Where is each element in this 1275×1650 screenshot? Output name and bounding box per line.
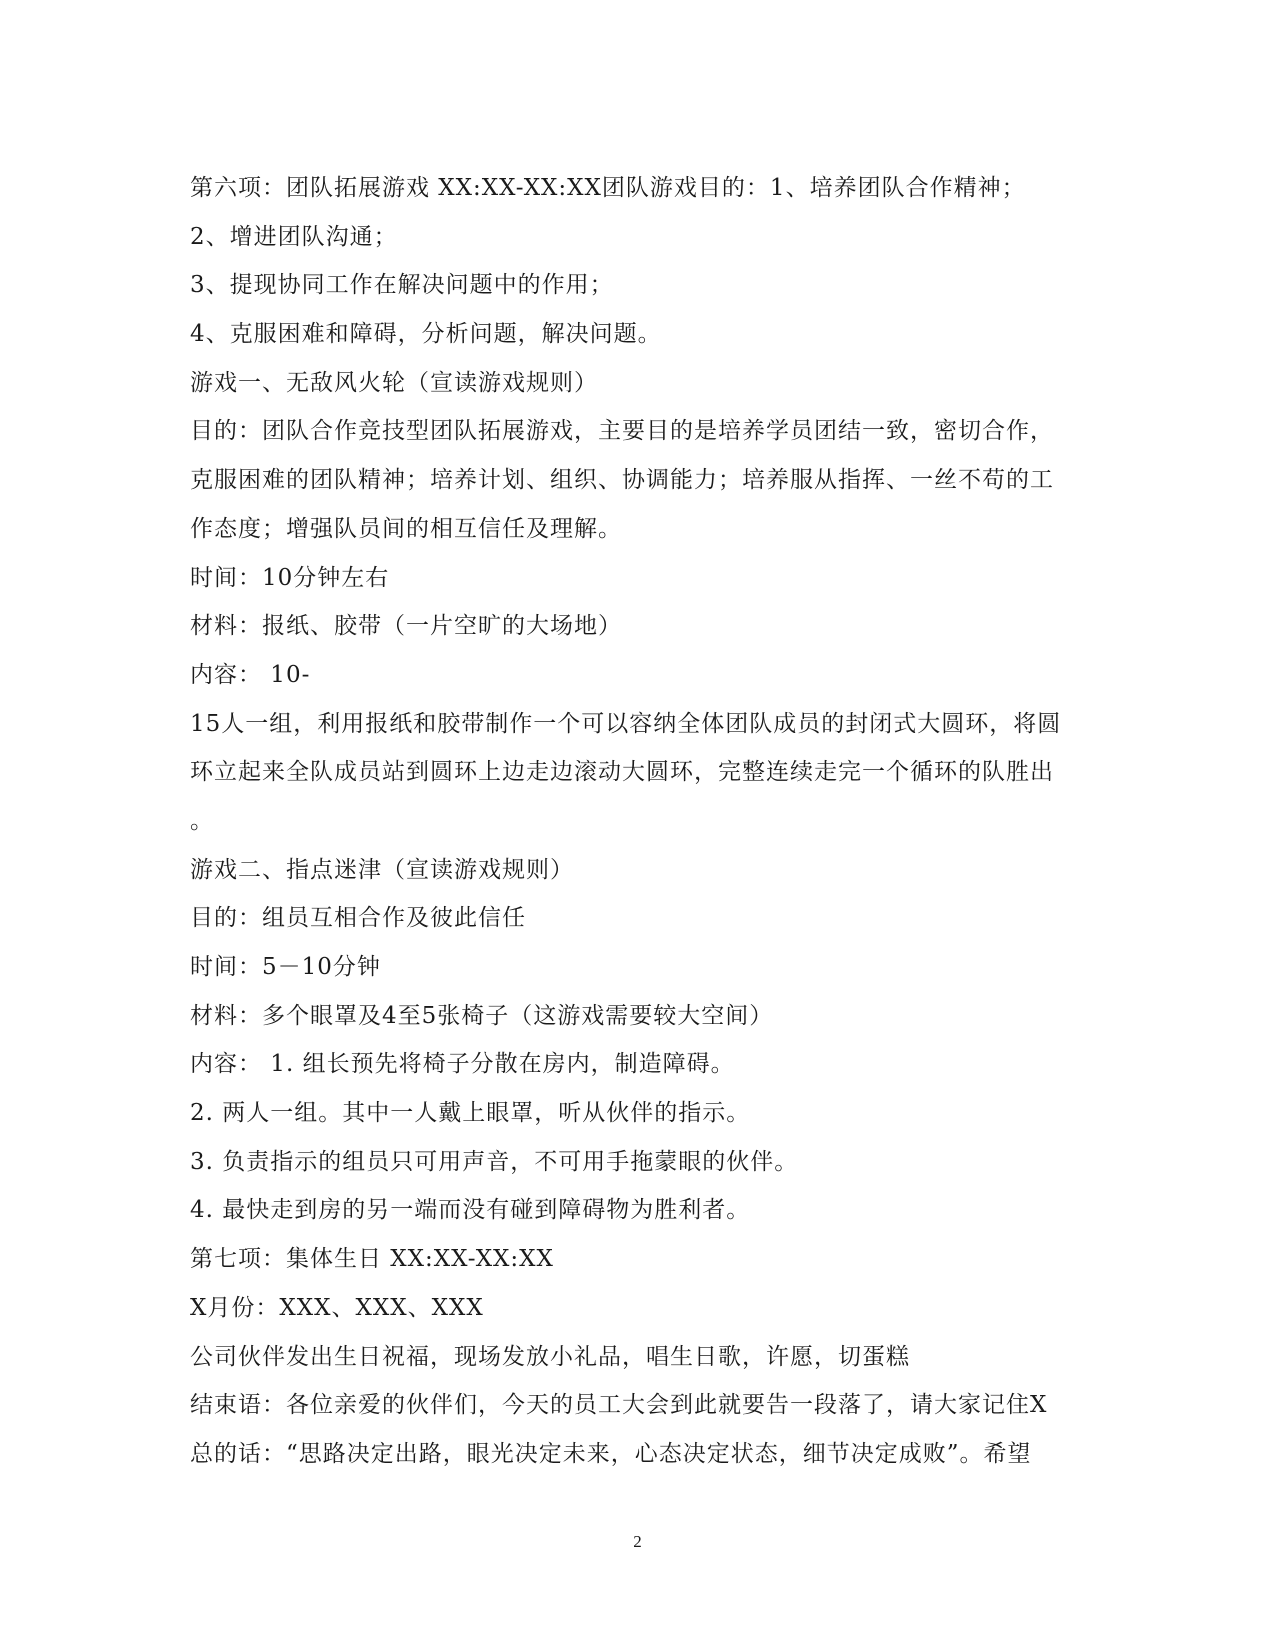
text-line: 材料：报纸、胶带（一片空旷的大场地） <box>190 613 622 640</box>
text-line: 总的话：“思路决定出路，眼光决定未来，心态决定状态，细节决定成败”。希望 <box>190 1440 1032 1467</box>
text-line: 4. 最快走到房的另一端而没有碰到障碍物为胜利者。 <box>190 1197 751 1224</box>
text-line: 3. 负责指示的组员只可用声音，不可用手拖蒙眼的伙伴。 <box>190 1148 799 1175</box>
text-line: 。 <box>190 807 214 834</box>
text-line: 克服困难的团队精神；培养计划、组织、协调能力；培养服从指挥、一丝不苟的工 <box>190 467 1054 494</box>
text-line: 2. 两人一组。其中一人戴上眼罩，听从伙伴的指示。 <box>190 1100 751 1127</box>
text-line: 内容： 1. 组长预先将椅子分散在房内，制造障碍。 <box>190 1051 735 1078</box>
text-line: 游戏一、无敌风火轮（宣读游戏规则） <box>190 369 598 396</box>
text-line: 作态度；增强队员间的相互信任及理解。 <box>190 515 622 542</box>
text-line: 环立起来全队成员站到圆环上边走边滚动大圆环，完整连续走完一个循环的队胜出 <box>190 759 1054 786</box>
text-line: 公司伙伴发出生日祝福，现场发放小礼品，唱生日歌，许愿，切蛋糕 <box>190 1343 910 1370</box>
text-line: 15人一组，利用报纸和胶带制作一个可以容纳全体团队成员的封闭式大圆环，将圆 <box>190 710 1062 737</box>
text-line: 时间：5－10分钟 <box>190 954 381 980</box>
text-line: 结束语：各位亲爱的伙伴们，今天的员工大会到此就要告一段落了，请大家记住X <box>190 1392 1048 1419</box>
text-line: 3、提现协同工作在解决问题中的作用； <box>190 272 614 299</box>
text-line: 目的：团队合作竞技型团队拓展游戏，主要目的是培养学员团结一致，密切合作， <box>190 418 1054 445</box>
text-line: 材料：多个眼罩及4至5张椅子（这游戏需要较大空间） <box>190 1002 774 1029</box>
text-line: 内容： 10- <box>190 661 311 688</box>
text-line: 目的：组员互相合作及彼此信任 <box>190 905 526 932</box>
text-line: X月份：XXX、XXX、XXX <box>190 1294 484 1321</box>
text-line: 4、克服困难和障碍，分析问题，解决问题。 <box>190 321 662 348</box>
text-line: 2、增进团队沟通； <box>190 223 398 250</box>
text-line: 第七项：集体生日 XX:XX-XX:XX <box>190 1246 554 1273</box>
text-line: 时间：10分钟左右 <box>190 564 390 591</box>
text-line: 第六项：团队拓展游戏 XX:XX-XX:XX团队游戏目的：1、培养团队合作精神； <box>190 175 1026 201</box>
document-body <box>190 164 1090 1479</box>
page-number: 2 <box>633 1532 642 1551</box>
text-line: 游戏二、指点迷津（宣读游戏规则） <box>190 856 574 883</box>
